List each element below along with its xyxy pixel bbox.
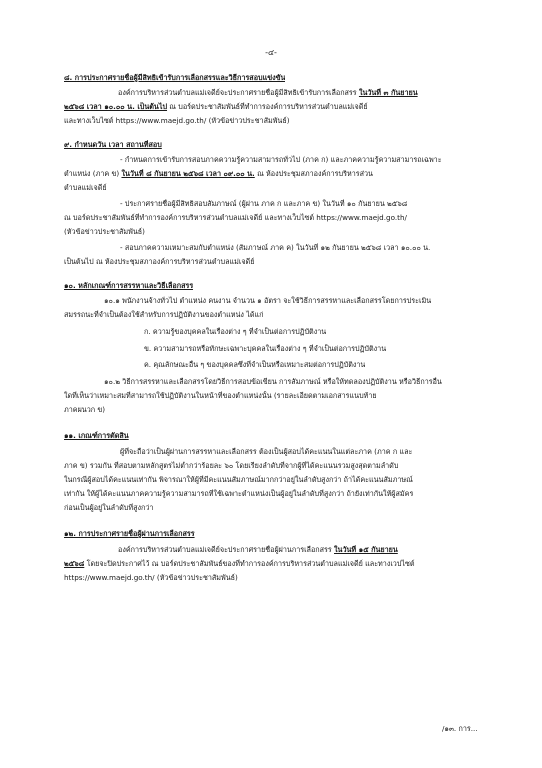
- section-8-text: องค์การบริหารส่วนตำบลแม่เจดีย์จะประกาศรายชื่อผู้มีสิทธิเข้ารับการเลือกสรร: [118, 88, 359, 97]
- section-9-p2-line-1: - ประกาศรายชื่อผู้มีสิทธิสอบสัมภาษณ์ (ผู้ผ่าน ภาค ก และภาค ข) ในวันที่ ๑๐ กันยายน ๒๕๖๘: [120, 199, 408, 208]
- section-8-time: ๒๕๖๘ เวลา ๑๐.๐๐ น. เป็นต้นไป: [64, 102, 168, 111]
- section-9-p2-line-3: (หัวข้อข่าวประชาสัมพันธ์): [64, 227, 145, 236]
- section-8-text: ณ บอร์ดประชาสัมพันธ์ที่ทำการองค์การบริหารส่วนตำบลแม่เจดีย์: [167, 102, 368, 111]
- section-12-line-3: https://www.maejd.go.th/ (หัวข้อข่าวประชาสัมพันธ์): [64, 573, 238, 582]
- section-12-line-1: [118, 545, 398, 555]
- section-11-line-1: ผู้ที่จะถือว่าเป็นผู้ผ่านการสรรหาและเลือกสรร ต้องเป็นผู้สอบได้คะแนนในแต่ละภาค (ภาค ก และ: [120, 447, 413, 456]
- section-10-p1-line-1: ๑๐.๑ พนักงานจ้างทั่วไป ตำแหน่ง คนงาน จำนวน ๑ อัตรา จะใช้วิธีการสรรหาและเลือกสรรโดยการประเมิน: [104, 296, 432, 305]
- continuation-footer: /๑๓. การ...: [442, 724, 478, 733]
- section-10-p2-line-3: ภาคผนวก ข): [64, 405, 106, 414]
- section-8-heading: ๘. การประกาศรายชื่อผู้มีสิทธิเข้ารับการเลือกสรรและวิธีการสอบแข่งขัน: [64, 73, 286, 82]
- section-9-text: ตำแหน่ง (ภาค ข): [64, 169, 122, 178]
- section-9-p1-line-1: - กำหนดการเข้ารับการสอบภาคความรู้ความสามารถทั่วไป (ภาค ก) และภาคความรู้ความสามารถเฉพาะ: [120, 155, 442, 164]
- section-8-line-3: และทางเว็บไซต์ https://www.maejd.go.th/ (หัวข้อข่าวประชาสัมพันธ์): [64, 116, 290, 125]
- section-12-text: โดยจะปิดประกาศไว้ ณ บอร์ดประชาสัมพันธ์ของที่ทำการองค์การบริหารส่วนตำบลแม่เจดีย์ และทางเวปไซต์: [84, 559, 415, 568]
- section-12-heading: ๑๒. การประกาศรายชื่อผู้ผ่านการเลือกสรร: [64, 529, 195, 538]
- section-10-heading: ๑๐. หลักเกณฑ์การสรรหาและวิธีเลือกสรร: [64, 281, 194, 290]
- section-12-text: องค์การบริหารส่วนตำบลแม่เจดีย์จะประกาศรายชื่อผู้ผ่านการเลือกสรร: [118, 545, 335, 554]
- section-9-p1-line-3: ตำบลแม่เจดีย์: [64, 183, 107, 192]
- section-9-heading: ๙. กำหนดวัน เวลา สถานที่สอบ: [64, 140, 162, 149]
- section-9-exam-date: ในวันที่ ๘ กันยายน ๒๕๖๘ เวลา ๐๙.๐๐ น.: [121, 169, 255, 178]
- section-10-p2-line-2: ใดที่เห็นว่าเหมาะสมที่สามารถใช้ปฏิบัติงานในหน้าที่ของตำแหน่งนั้น (รายละเอียดตามเอกสารแนบท้าย: [64, 391, 377, 400]
- section-11-line-4: เท่ากัน ให้ผู้ได้คะแนนภาคความรู้ความสามารถที่ใช้เฉพาะตำแหน่งเป็นผู้อยู่ในลำดับที่สูงกว่า ถ้ายังเท่ากันให้ผู้สมัคร: [64, 489, 414, 498]
- section-8-line-2: [64, 102, 368, 112]
- section-11-line-2: ภาค ข) รวมกัน ที่สอบตามหลักสูตรไม่ต่ำกว่าร้อยละ ๖๐ โดยเรียงลำดับที่จากผู้ที่ได้คะแนนรวมสูงสุดตามลำดับ: [64, 461, 399, 470]
- section-9-p3-line-2: เป็นต้นไป ณ ห้องประชุมสภาองค์การบริหารส่วนตำบลแม่เจดีย์: [64, 257, 255, 266]
- section-10-item-a: ก. ความรู้ของบุคคลในเรื่องต่าง ๆ ที่จำเป็นต่อการปฏิบัติงาน: [144, 327, 327, 336]
- section-10-item-c: ค. คุณลักษณะอื่น ๆ ของบุคคลซึ่งที่จำเป็นหรือเหมาะสมต่อการปฏิบัติงาน: [144, 360, 366, 369]
- section-10-p1-line-2: สมรรถนะที่จำเป็นต้องใช้สำหรับการปฏิบัติงานของตำแหน่ง ได้แก่: [64, 310, 264, 319]
- section-10-p2-line-1: ๑๐.๒ วิธีการสรรหาและเลือกสรรโดยวิธีการสอบข้อเขียน การสัมภาษณ์ หรือให้ทดลองปฏิบัติงาน หรือวิธีการอื่น: [104, 377, 442, 386]
- section-11-line-5: ก่อนเป็นผู้อยู่ในลำดับที่สูงกว่า: [64, 503, 154, 512]
- section-9-p1-line-2: [64, 169, 373, 179]
- section-12-year: ๒๕๖๘: [64, 559, 85, 568]
- section-9-p3-line-1: - สอบภาคความเหมาะสมกับตำแหน่ง (สัมภาษณ์ ภาค ค) ในวันที่ ๑๒ กันยายน ๒๕๖๘ เวลา ๑๐.๐๐ น.: [120, 243, 431, 252]
- section-8-line-1: [118, 88, 418, 98]
- section-11-line-3: ในกรณีผู้สอบได้คะแนนเท่ากัน พิจารณาให้ผู้ที่มีคะแนนสัมภาษณ์มากกว่าอยู่ในลำดับสูงกว่า ถ้าได้คะแนนสัมภาษณ์: [64, 475, 413, 484]
- section-9-text: ณ ห้องประชุมสภาองค์การบริหารส่วน: [254, 169, 373, 178]
- page-number: -๔-: [265, 48, 277, 57]
- section-8-date: ในวันที่ ๓ กันยายน: [358, 88, 418, 97]
- section-11-heading: ๑๑. เกณฑ์การตัดสิน: [64, 431, 129, 440]
- section-12-date: ในวันที่ ๑๕ กันยายน: [334, 545, 398, 554]
- section-12-line-2: [64, 559, 415, 569]
- section-9-p2-line-2: ณ บอร์ดประชาสัมพันธ์ที่ทำการองค์การบริหารส่วนตำบลแม่เจดีย์ และทางเว็บไซต์ https://www.maejd.go.th/: [64, 213, 407, 222]
- section-10-item-b: ข. ความสามารถหรือทักษะเฉพาะบุคคลในเรื่องต่าง ๆ ที่จำเป็นต่อการปฏิบัติงาน: [144, 344, 387, 353]
